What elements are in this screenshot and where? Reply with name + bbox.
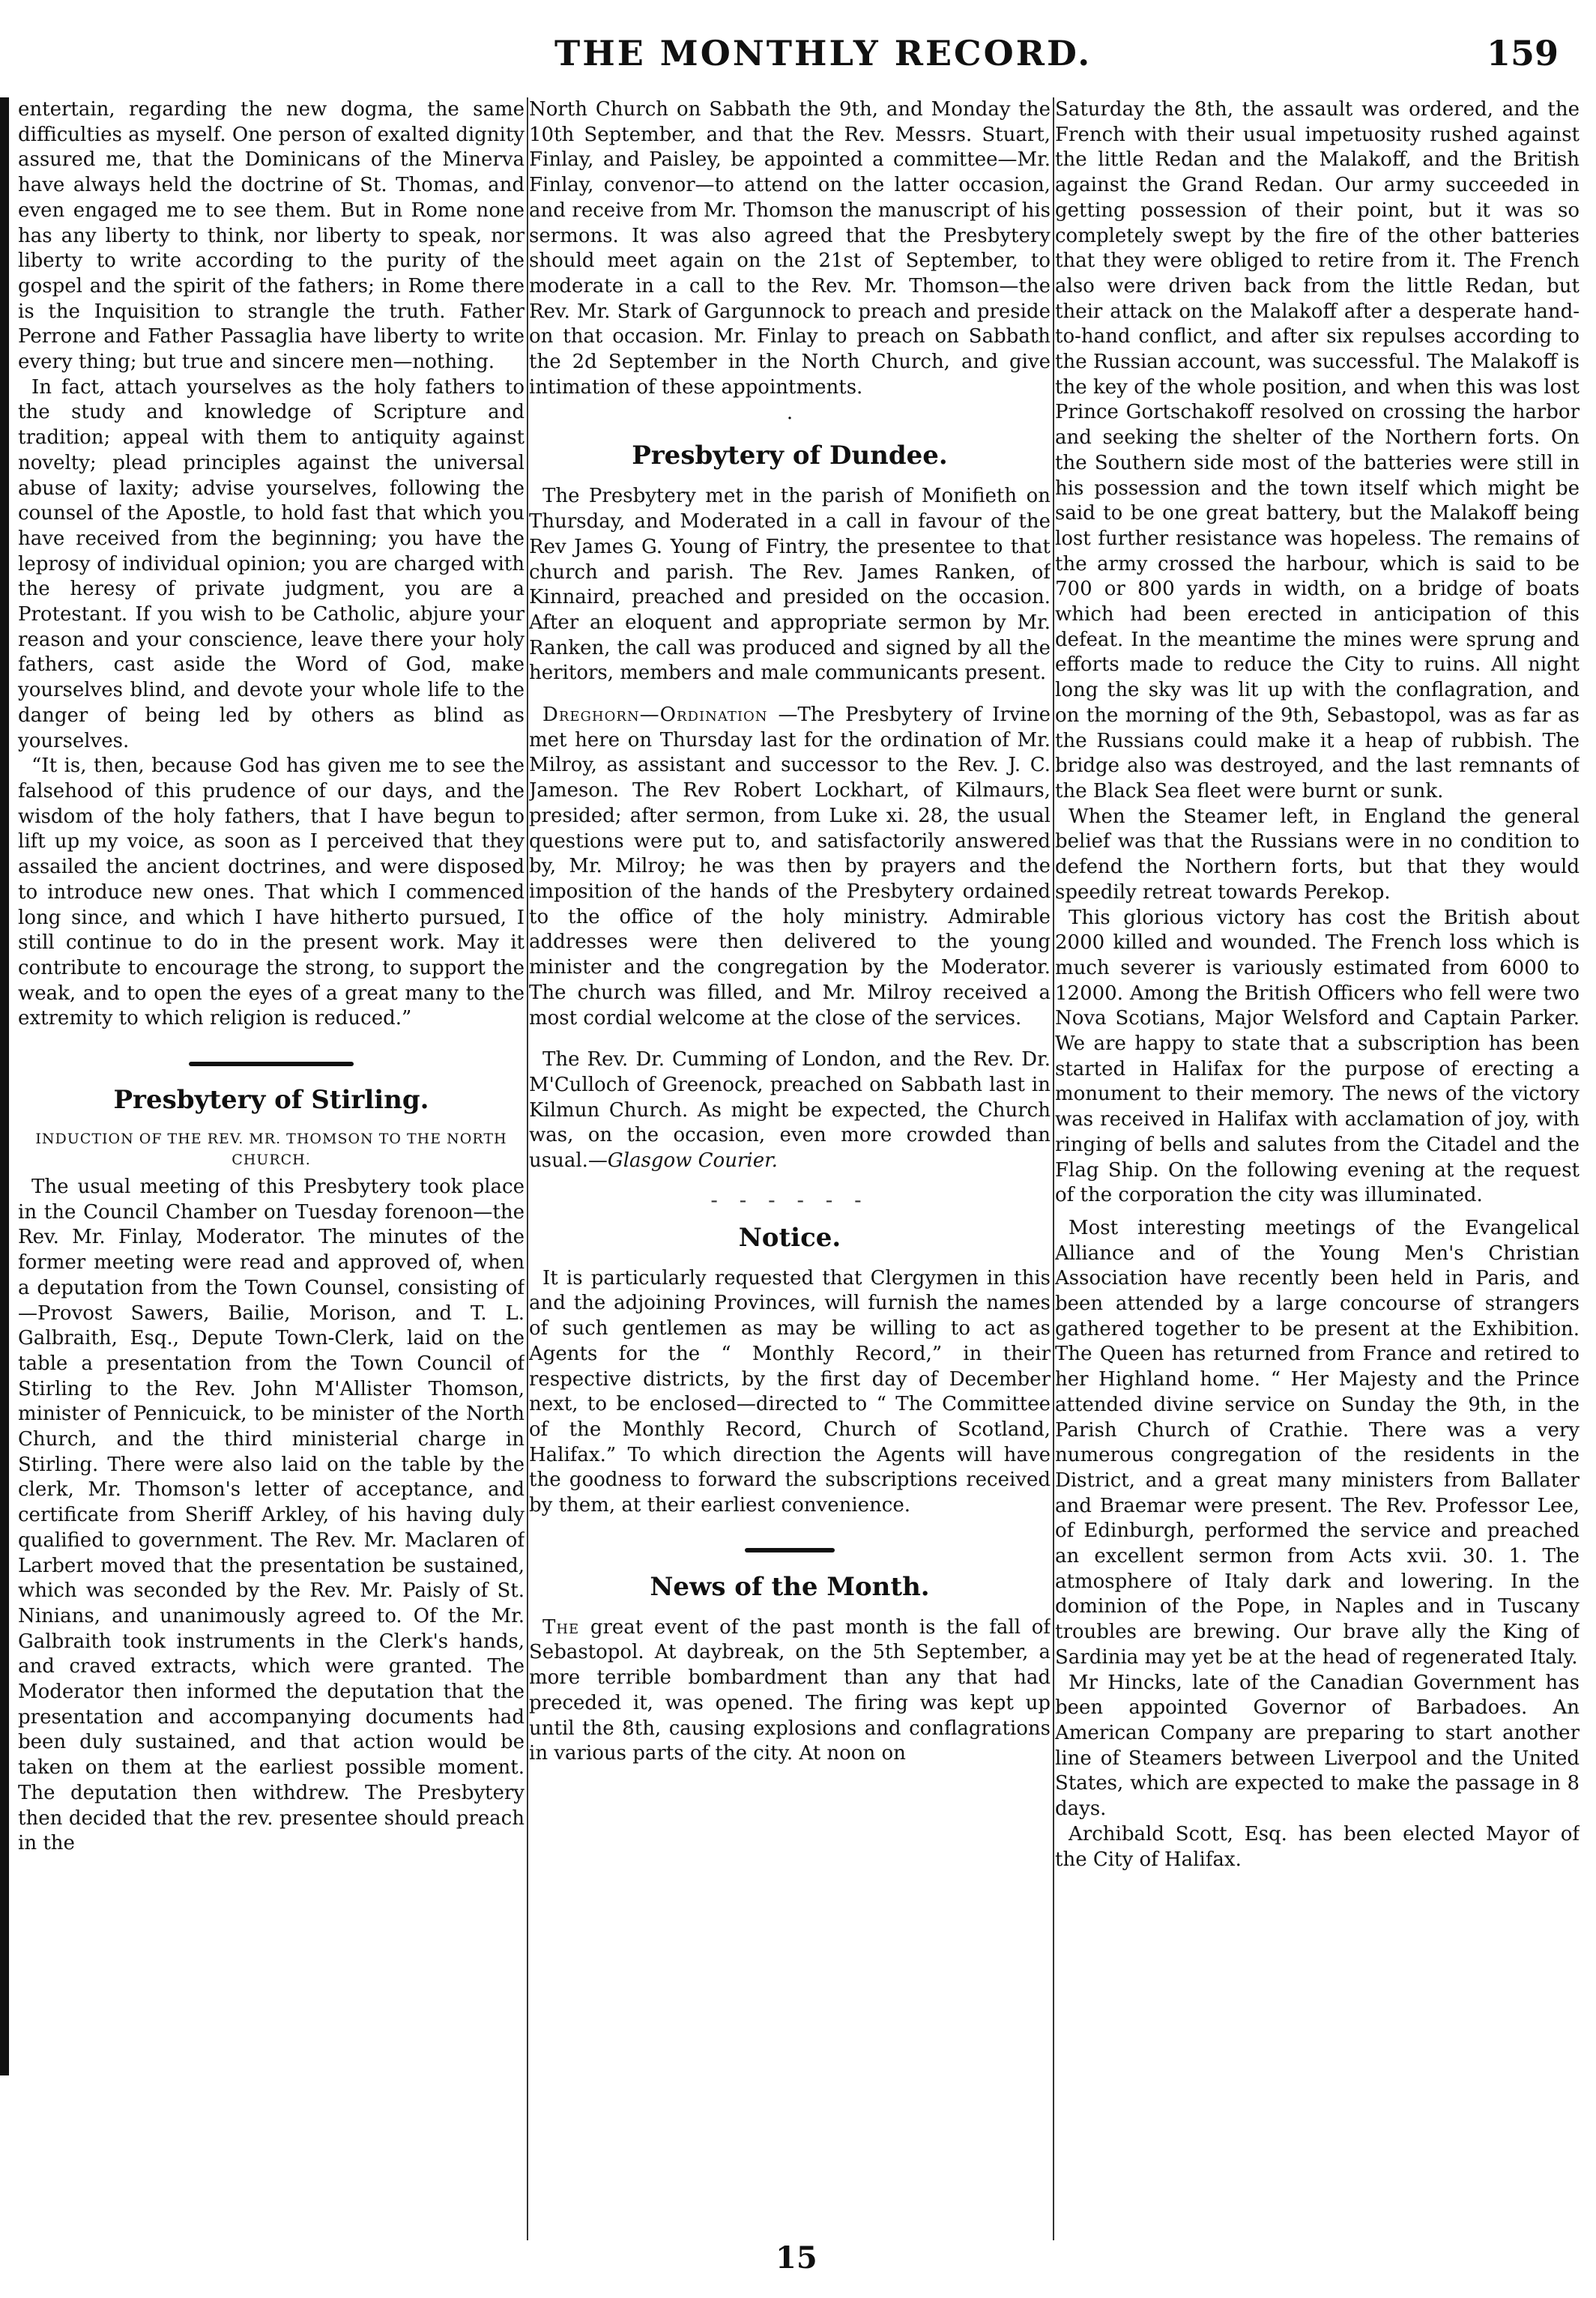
stirling-section-title: Presbytery of Stirling. xyxy=(113,1085,429,1116)
column-middle xyxy=(529,97,1051,2240)
news-text: great event of the past month is the fall of Sebastopol. At daybreak, on the 5th September, a more terrible bombardment than any that had preceded it, was opened. The firing was kept up until the 8th, causing explosions and conflagrations in various parts of the city. At noon on xyxy=(529,1615,1051,1765)
col2-paragraph-5: It is particularly requested that Clergymen in this and the adjoining Provinces, will furnish the names of such gentlemen as may be willing to act as Agents for the “ Monthly Record,” in their respective districts, by the first day of December next, to be enclosed—directed to “ The Committee of the Monthly Record, Church of Scotland, Halifax.” To which direction the Agents will have the goodness to forward the subscriptions received by them, at their earliest convenience. xyxy=(529,1266,1051,1517)
col2-paragraph-6 xyxy=(529,1615,1051,1767)
col3-paragraph-1: Saturday the 8th, the assault was ordered, and the French with their usual impetuosity rushed against the little Redan and the Malakoff, and the British against the Grand Redan. Our army succeeded in getting possession of their point, but it was so completely swept by the fire of the other batteries that they were obliged to retire from it. The French also were driven back from the little Redan, but their attack on the Malakoff after a desperate hand-to-hand conflict, and after six repulses according to the Russian account, was successful. The Malakoff is the key of the whole position, and when this was lost Prince Gortschakoff resolved on crossing the harbor and seeking the shelter of the Northern forts. On the Southern side most of the batteries were still in his possession and the town itself which might be said to be one great battery, but the Malakoff being lost further resistance was hopeless. The remains of the army crossed the harbour, which is said to be 700 or 800 yards in width, on a bridge of boats which had been erected in anticipation of this defeat. In the meantime the mines were sprung and efforts made to reduce the City to ruins. All night long the sky was lit up with the conflagration, and on the morning of the 9th, Sebastopol, was as far as the Russians could make it a heap of rubbish. The bridge also was destroyed, and the last remnants of the Black Sea fleet were burnt or sunk. xyxy=(1055,98,1580,802)
col2-paragraph-3 xyxy=(529,703,1051,1031)
col1-paragraph-2: In fact, attach yourselves as the holy fathers to the study and knowledge of Scripture and tradition; appeal with them to antiquity against novelty; plead principles against the universal abuse of laxity; advise yourselves, following the counsel of the Apostle, to hold fast that which you have received from the beginning; you have the leprosy of individual opinion; you are charged with the heresy of private judgment, you are a Protestant. If you wish to be Catholic, abjure your reason and your conscience, leave there your holy fathers, cast aside the Word of God, make yourselves blind, and devote your whole life to the danger of being led by others as blind as yourselves. xyxy=(18,375,525,752)
page-number: 159 xyxy=(1486,33,1559,73)
stirling-subtitle: INDUCTION OF THE REV. MR. THOMSON TO THE NORTH CHURCH. xyxy=(35,1131,507,1169)
col3-paragraph-2: When the Steamer left, in England the general belief was that the Russians were in no condition to defend the Northern forts, but that they would speedily retreat towards Perekop. xyxy=(1055,805,1580,904)
section-divider-ornament-2 xyxy=(529,1537,1051,1561)
col1-paragraph-1: entertain, regarding the new dogma, the same difficulties as myself. One person of exalted dignity assured me, that the Dominicans of the Minerva have always held the doctrine of St. Thomas, and even engaged me to see them. But in Rome none has any liberty to think, nor liberty to speak, nor liberty to write according to the purity of the gospel and the spirit of the fathers; in Rome there is the Inquisition to strangle the truth. Father Perrone and Father Passaglia have liberty to write every thing; but true and sincere men—nothing. xyxy=(18,98,525,374)
notice-section-title: Notice. xyxy=(738,1222,841,1253)
column-rule-2 xyxy=(1053,97,1054,2240)
column-left xyxy=(7,97,525,2240)
dot-divider: · xyxy=(786,408,794,431)
column-rule-1 xyxy=(527,97,528,2240)
cumming-text: The Rev. Dr. Cumming of London, and the Rev. Dr. M'Culloch of Greenock, preached on Sabbath last in Kilmun Church. As might be expected, the Church was, on the occasion, even more crowded than usual.— xyxy=(529,1048,1051,1173)
dash-divider: - - - - - - xyxy=(710,1187,869,1212)
dundee-section-title: Presbytery of Dundee. xyxy=(632,441,948,471)
col2-paragraph-2: The Presbytery met in the parish of Monifieth on Thursday, and Moderated in a call in favour of the Rev James G. Young of Fintry, the presentee to that church and parish. The Rev. James Ranken, of Kinnaird, preached and presided on the occasion. After an eloquent and appropriate sermon by Mr. Ranken, the call was produced and signed by all the heritors, members and male communicants present. xyxy=(529,485,1051,685)
section-divider-ornament xyxy=(18,1050,525,1074)
col2-paragraph-4 xyxy=(529,1047,1051,1174)
signature-mark: 15 xyxy=(776,2240,817,2276)
glasgow-courier-source: Glasgow Courier. xyxy=(607,1149,778,1173)
col3-paragraph-6: Archibald Scott, Esq. has been elected Mayor of the City of Halifax. xyxy=(1055,1822,1580,1871)
col1-paragraph-4: The usual meeting of this Presbytery took place in the Council Chamber on Tuesday forenoon—the Rev. Mr. Finlay, Moderator. The minutes of the former meeting were read and approved of, when a deputation from the Town Counsel, consisting of—Provost Sawers, Bailie, Morison, and T. L. Galbraith, Esq., Depute Town-Clerk, laid on the table a presentation from the Town Council of Stirling to the Rev. John M'Allister Thomson, minister of Pennicuick, to be minister of the North Church, and the third ministerial charge in Stirling. There were also laid on the table by the clerk, Mr. Thomson's letter of acceptance, and certificate from Sheriff Arkley, of his having duly qualified to government. The Rev. Mr. Maclaren of Larbert moved that the presentation be sustained, which was seconded by the Rev. Mr. Paisly of St. Ninians, and unanimously agreed to. Of the Mr. Galbraith took instruments in the Clerk's hands, and craved extracts, which were granted. The Moderator then informed the deputation that the presentation and accompanying documents had been duly sustained, and that action would be taken on them at the earliest possible moment. The deputation then withdrew. The Presbytery then decided that the rev. presentee should preach in the xyxy=(18,1176,525,1855)
news-section-title: News of the Month. xyxy=(650,1571,930,1602)
news-lead: The xyxy=(542,1615,580,1639)
dreghorn-lead: Dreghorn—Ordination xyxy=(542,704,768,727)
column-right xyxy=(1055,97,1580,2240)
col2-paragraph-1: North Church on Sabbath the 9th, and Monday the 10th September, and that the Rev. Messrs. Stuart, Finlay, and Paisley, be appointed a committee—Mr. Finlay, convenor—to attend on the latter occasion, and receive from Mr. Thomson the manuscript of his sermons. It was also agreed that the Presbytery should meet again on the 21st of September, to moderate in a call to the Rev. Mr. Thomson—the Rev. Mr. Stark of Gargunnock to preach and preside on that occasion. Mr. Finlay to preach on Sabbath the 2d September in the North Church, and give intimation of these appointments. xyxy=(529,98,1051,399)
col1-paragraph-3: “It is, then, because God has given me to see the falsehood of this prudence of our days, and the wisdom of the holy fathers, that I have begun to lift up my voice, as soon as I perceived that they assailed the ancient doctrines, and were disposed to introduce new ones. That which I commenced long since, and which I have hitherto pursued, I still continue to do in the present work. May it contribute to encourage the strong, to support the weak, and to open the eyes of a great many to the extremity to which religion is reduced.” xyxy=(18,755,525,1030)
page-header xyxy=(0,33,1596,85)
col3-paragraph-4: Most interesting meetings of the Evangelical Alliance and of the Young Men's Christian Association have recently been held in Paris, and been attended by a large concourse of strangers gathered together to be present at the Exhibition. The Queen has returned from France and retired to her Highland home. “ Her Majesty and the Prince attended divine service on Sunday the 9th, in the Parish Church of Crathie. There was a very numerous congregation of the residents in the District, and a great many ministers from Ballater and Braemar were present. The Rev. Professor Lee, of Edinburgh, performed the service and preached an excellent sermon from Acts xvii. 30. 1. The atmosphere of Italy dark and lowering. In the dominion of the Pope, in Naples and in Tuscany troubles are brewing. Our brave ally the King of Sardinia may yet be at the head of regenerated Italy. xyxy=(1055,1216,1580,1669)
col3-paragraph-5: Mr Hincks, late of the Canadian Government has been appointed Governor of Barbadoes. An American Company are preparing to start another line of Steamers between Liverpool and the United States, which are expected to make the passage in 8 days. xyxy=(1055,1671,1580,1821)
col3-paragraph-3: This glorious victory has cost the British about 2000 killed and wounded. The French loss which is much severer is variously estimated from 6000 to 12000. Among the British Officers who fell were two Nova Scotians, Major Welsford and Captain Parker. We are happy to state that a subscription has been started in Halifax for the purpose of erecting a monument to their memory. The news of the victory was received in Halifax with acclamation of joy, with ringing of bells and salutes from the Citadel and the Flag Ship. On the following evening at the request of the corporation the city was illuminated. xyxy=(1055,906,1580,1207)
dreghorn-text: —The Presbytery of Irvine met here on Thursday last for the ordination of Mr. Milroy, as assistant and successor to the Rev. J. C. Jameson. The Rev Robert Lockhart, of Kilmaurs, presided; after sermon, from Luke xi. 28, the usual questions were put to, and satisfactorily answered by, Mr. Milroy; he was then by prayers and the imposition of the hands of the Presbytery ordained to the office of the holy ministry. Admirable addresses were then delivered to the young minister and the congregation by the Moderator. The church was filled, and Mr. Milroy received a most cordial welcome at the close of the services. xyxy=(529,704,1051,1029)
running-head-title: THE MONTHLY RECORD. xyxy=(554,33,1092,73)
